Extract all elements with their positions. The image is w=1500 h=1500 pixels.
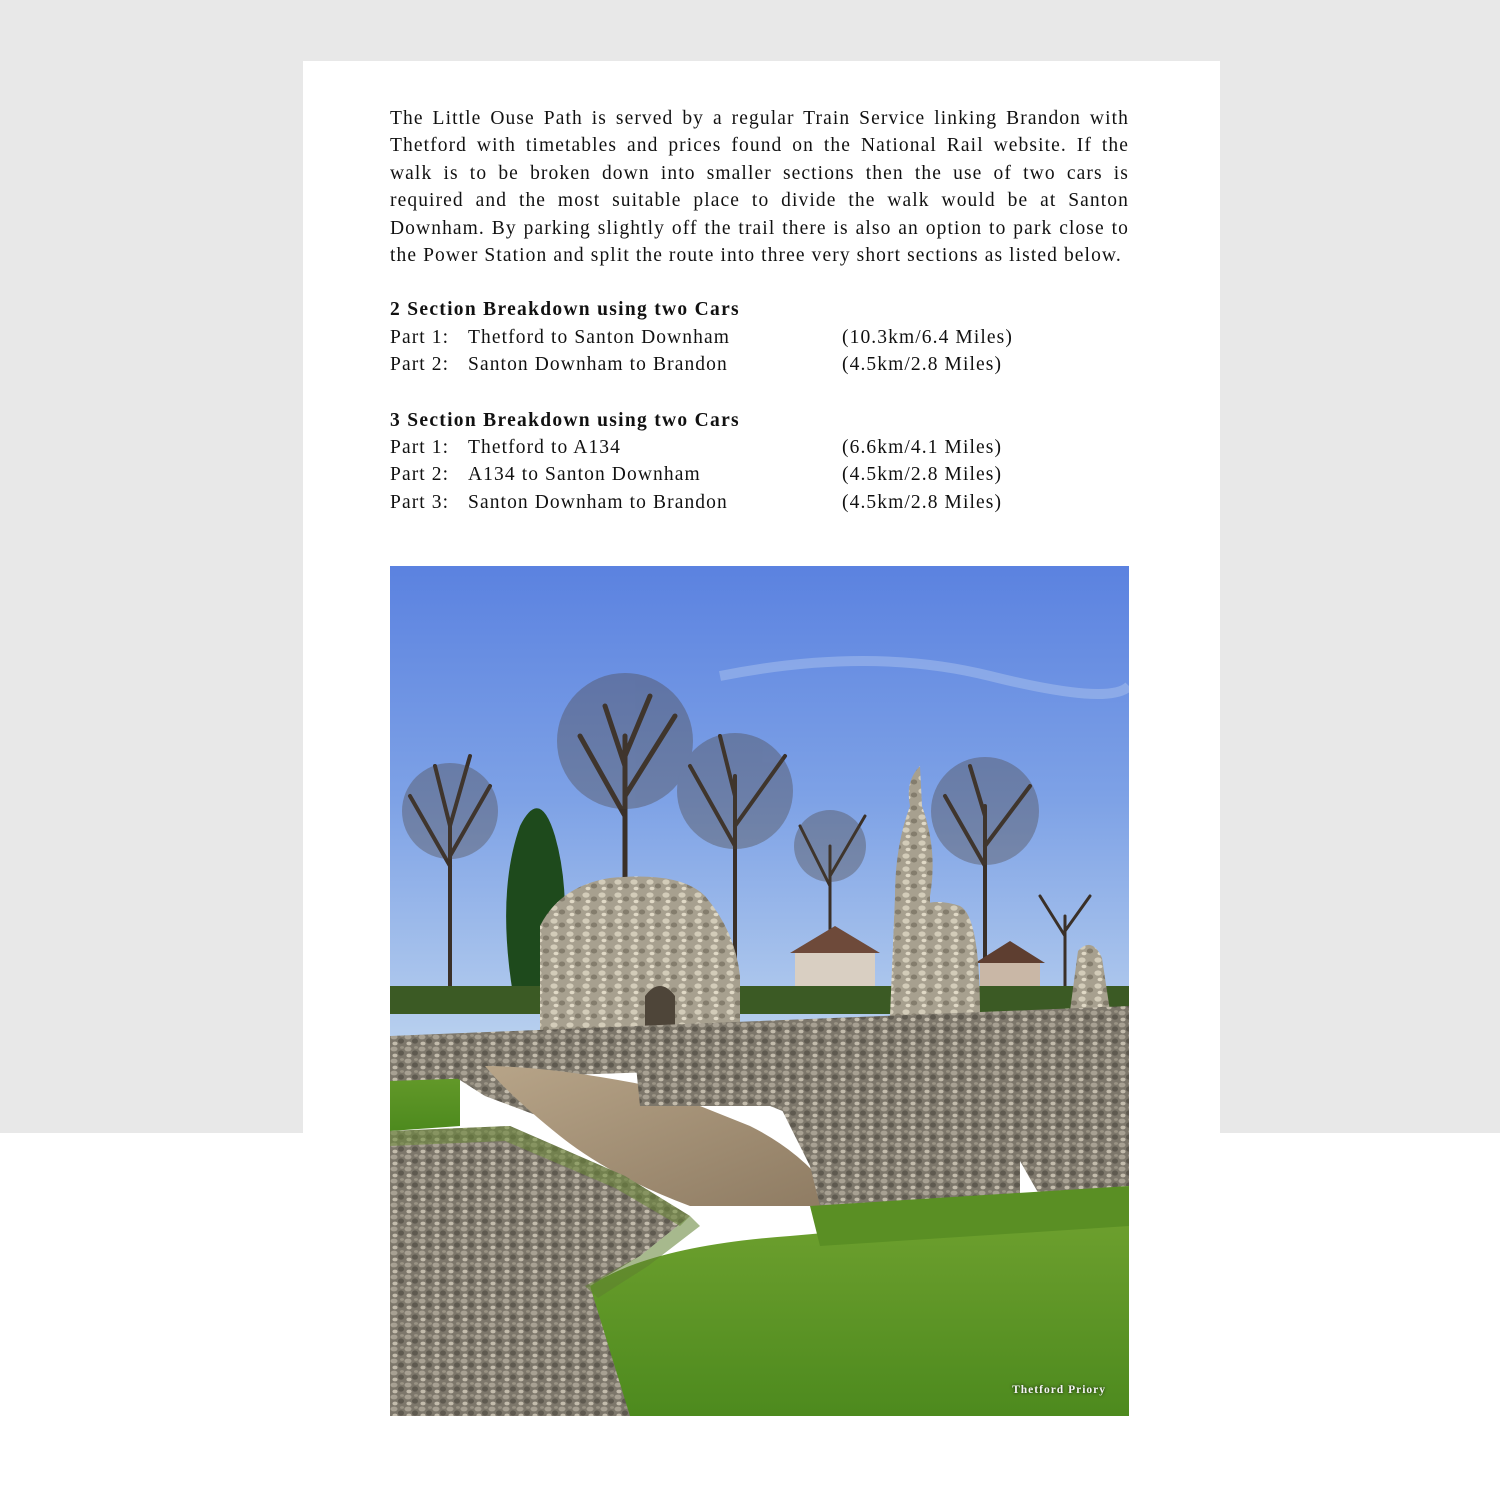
breakdown-row — [390, 489, 1129, 516]
three-section-breakdown — [390, 407, 1129, 517]
part-distance: (6.6km/4.1 Miles) — [842, 437, 1003, 459]
part-route: Thetford to A134 — [468, 437, 621, 459]
priory-ruins-illustration — [390, 566, 1129, 1416]
part-label: Part 3: — [390, 491, 450, 513]
intro-paragraph: The Little Ouse Path is served by a regular Train Service linking Brandon with Thetford with timetables and prices found on the National Rail website. If the walk is to be broken down into smaller sections then the use of two cars is required and the most suitable place to divide the walk would be at Santon Downham. By parking slightly off the trail there is also an option to park close to the Power Station and split the route into three very short sections as listed below. — [390, 108, 1129, 267]
photo-caption: Thetford Priory — [1012, 1384, 1106, 1396]
part-route: Santon Downham to Brandon — [468, 354, 728, 376]
breakdown-row — [390, 324, 1129, 351]
part-label: Part 2: — [390, 464, 450, 486]
priory-photo — [390, 566, 1129, 1416]
part-label: Part 2: — [390, 354, 450, 376]
part-route: A134 to Santon Downham — [468, 464, 701, 486]
part-label: Part 1: — [390, 326, 450, 348]
part-route: Santon Downham to Brandon — [468, 491, 728, 513]
breakdown-row — [390, 351, 1129, 378]
part-label: Part 1: — [390, 437, 450, 459]
part-route: Thetford to Santon Downham — [468, 326, 731, 348]
part-distance: (4.5km/2.8 Miles) — [842, 354, 1003, 376]
section-heading: 2 Section Breakdown using two Cars — [390, 299, 740, 321]
two-section-breakdown — [390, 296, 1129, 378]
section-heading: 3 Section Breakdown using two Cars — [390, 409, 740, 431]
part-distance: (10.3km/6.4 Miles) — [842, 326, 1013, 348]
part-distance: (4.5km/2.8 Miles) — [842, 464, 1003, 486]
page-content — [390, 105, 1129, 516]
breakdown-row — [390, 434, 1129, 461]
breakdown-row — [390, 461, 1129, 488]
book-page — [303, 61, 1220, 1500]
part-distance: (4.5km/2.8 Miles) — [842, 491, 1003, 513]
